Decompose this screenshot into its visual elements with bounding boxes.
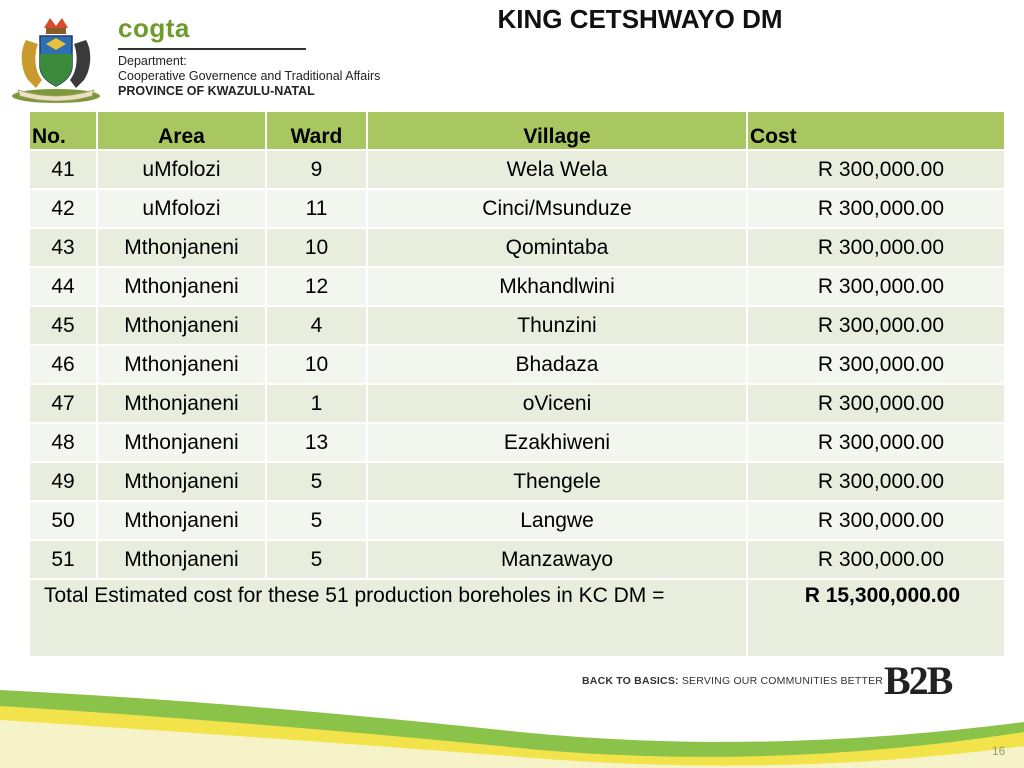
logo-divider [118,48,306,50]
cell-cost: R 300,000.00 [747,267,1005,306]
total-value: R 15,300,000.00 [747,579,1005,657]
table-row [29,345,1005,384]
cell-village: Ezakhiweni [367,423,747,462]
cell-ward: 9 [266,150,367,189]
logo-province: PROVINCE OF KWAZULU-NATAL [118,84,315,98]
table-header-row [29,111,1005,150]
cell-village: Bhadaza [367,345,747,384]
cell-village: Langwe [367,501,747,540]
total-label: Total Estimated cost for these 51 production boreholes in KC DM = [29,579,747,657]
cell-ward: 10 [266,345,367,384]
cell-cost: R 300,000.00 [747,423,1005,462]
table-row [29,462,1005,501]
cell-area: uMfolozi [97,189,266,228]
cell-village: Qomintaba [367,228,747,267]
cell-area: Mthonjaneni [97,423,266,462]
cell-area: Mthonjaneni [97,267,266,306]
cell-ward: 1 [266,384,367,423]
cogta-logo [118,14,388,99]
table-row [29,501,1005,540]
cell-no: 43 [29,228,97,267]
kzn-coat-of-arms [6,10,106,105]
header [0,0,1024,108]
cell-ward: 5 [266,462,367,501]
cell-village: oViceni [367,384,747,423]
column-header-no: No. [29,111,97,150]
column-header-ward: Ward [266,111,367,150]
cell-village: Mkhandlwini [367,267,747,306]
cell-ward: 13 [266,423,367,462]
cell-no: 44 [29,267,97,306]
logo-department-name: Cooperative Governence and Traditional Affairs [118,69,381,83]
cell-cost: R 300,000.00 [747,345,1005,384]
cell-area: Mthonjaneni [97,501,266,540]
cell-cost: R 300,000.00 [747,501,1005,540]
cell-ward: 10 [266,228,367,267]
cell-village: Thengele [367,462,747,501]
cell-ward: 5 [266,540,367,579]
b2b-tagline [582,675,883,687]
column-header-area: Area [97,111,266,150]
cell-cost: R 300,000.00 [747,189,1005,228]
column-header-village: Village [367,111,747,150]
cell-no: 49 [29,462,97,501]
b2b-logo: B2B [884,658,952,703]
cell-area: Mthonjaneni [97,384,266,423]
table-row [29,540,1005,579]
cell-area: Mthonjaneni [97,462,266,501]
table-row [29,150,1005,189]
boreholes-table [28,110,1006,658]
cell-area: Mthonjaneni [97,228,266,267]
cell-cost: R 300,000.00 [747,228,1005,267]
cell-no: 45 [29,306,97,345]
cell-area: Mthonjaneni [97,540,266,579]
cell-cost: R 300,000.00 [747,306,1005,345]
cell-cost: R 300,000.00 [747,384,1005,423]
cell-no: 46 [29,345,97,384]
cell-area: uMfolozi [97,150,266,189]
cell-cost: R 300,000.00 [747,540,1005,579]
cell-ward: 5 [266,501,367,540]
table-row [29,267,1005,306]
table-row [29,228,1005,267]
table-row [29,384,1005,423]
slide-title: KING CETSHWAYO DM [497,4,783,34]
table-row [29,423,1005,462]
cell-village: Thunzini [367,306,747,345]
cell-cost: R 300,000.00 [747,150,1005,189]
column-header-cost: Cost [747,111,1005,150]
tagline-bold: BACK TO BASICS: [582,675,679,687]
cell-ward: 12 [266,267,367,306]
cell-no: 48 [29,423,97,462]
table-row [29,306,1005,345]
cell-no: 51 [29,540,97,579]
cell-no: 41 [29,150,97,189]
cell-no: 50 [29,501,97,540]
cell-no: 42 [29,189,97,228]
total-row [29,579,1005,657]
cell-ward: 4 [266,306,367,345]
cell-village: Cinci/Msunduze [367,189,747,228]
tagline-rest: SERVING OUR COMMUNITIES BETTER [678,675,884,687]
cell-ward: 11 [266,189,367,228]
cell-cost: R 300,000.00 [747,462,1005,501]
page-number: 16 [992,744,1006,758]
logo-department-line: Department: [118,54,187,68]
cell-area: Mthonjaneni [97,306,266,345]
table-row [29,189,1005,228]
cell-village: Manzawayo [367,540,747,579]
cogta-wordmark: cogta [118,13,190,43]
cell-no: 47 [29,384,97,423]
cell-village: Wela Wela [367,150,747,189]
cell-area: Mthonjaneni [97,345,266,384]
